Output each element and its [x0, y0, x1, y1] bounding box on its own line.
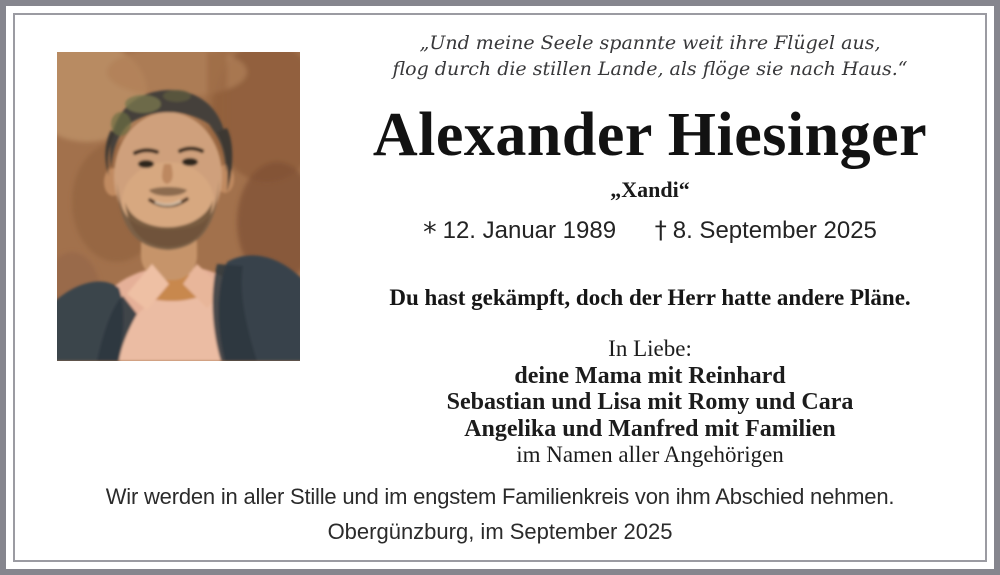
- birth-date-text: 12. Januar 1989: [442, 217, 617, 244]
- quote-line-2: flog durch die stillen Lande, als flöge sie nach Haus.“: [392, 58, 908, 80]
- mourners-block: [312, 336, 988, 469]
- opening-quote: [312, 30, 988, 82]
- portrait-photo: [57, 52, 300, 361]
- farewell-line: Wir werden in aller Stille und im engstem Familienkreis von ihm Abschied nehmen.: [105, 484, 895, 509]
- mourners-outro: im Namen aller Angehörigen: [516, 442, 784, 467]
- death-cross-icon: †: [654, 216, 667, 244]
- death-date: [655, 216, 877, 245]
- epitaph: Du hast gekämpft, doch der Herr hatte andere Pläne.: [389, 285, 911, 310]
- nickname: „Xandi“: [610, 177, 690, 202]
- deceased-name: Alexander Hiesinger: [372, 101, 928, 169]
- portrait-photo-drawing: [57, 52, 300, 361]
- mourner-line: deine Mama mit Reinhard: [514, 362, 786, 389]
- mourners-intro: In Liebe:: [608, 336, 692, 361]
- place-date-line: Obergünzburg, im September 2025: [327, 519, 673, 544]
- birth-date: * 12. Januar 1989: [423, 217, 617, 248]
- mourner-line: Sebastian und Lisa mit Romy und Cara: [446, 389, 854, 415]
- death-date-text: 8. September 2025: [672, 217, 877, 244]
- mourner-line: Angelika und Manfred mit Familien: [464, 415, 836, 442]
- life-dates: [312, 216, 988, 248]
- quote-line-1: „Und meine Seele spannte weit ihre Flügel aus,: [419, 32, 881, 54]
